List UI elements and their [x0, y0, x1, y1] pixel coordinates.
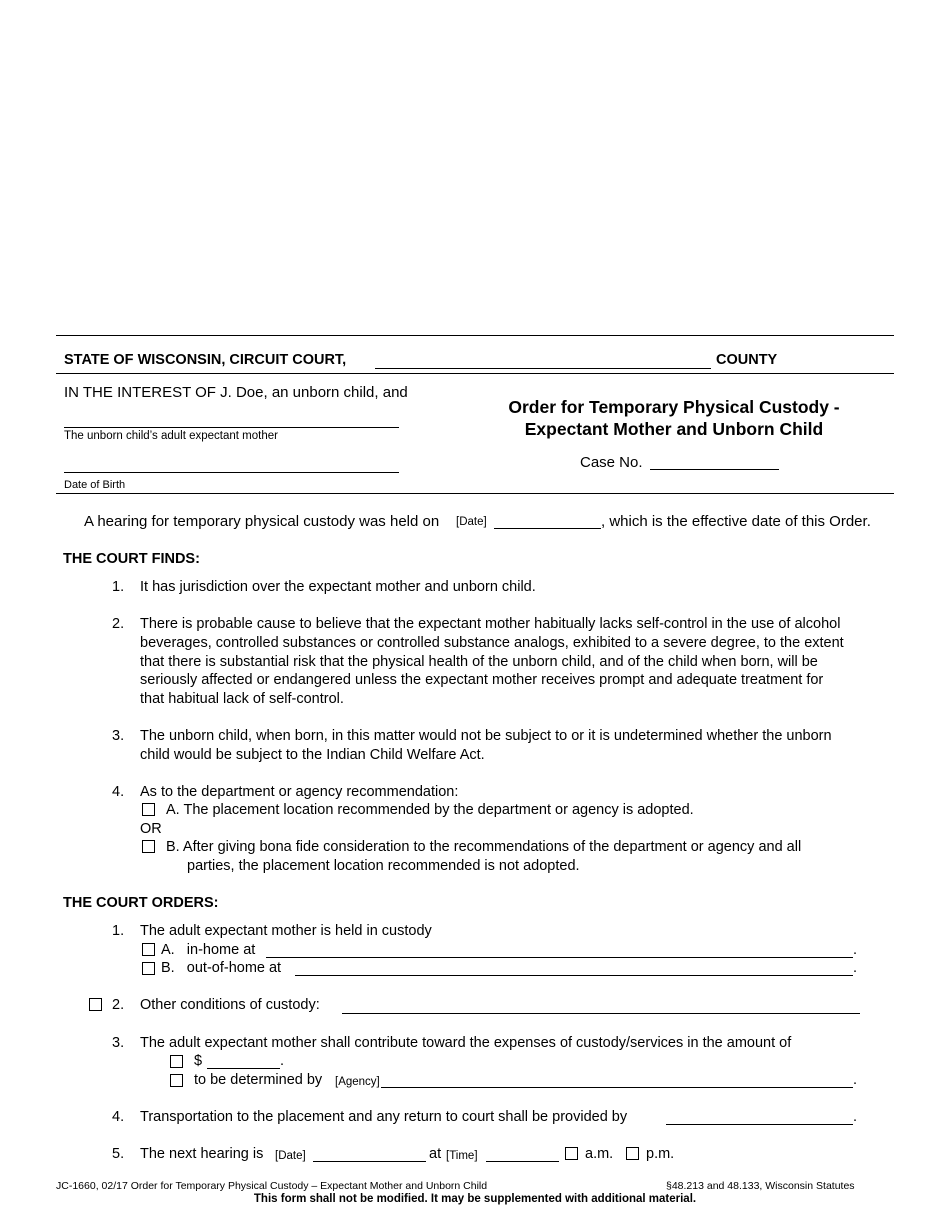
- interest-of-text: IN THE INTEREST OF J. Doe, an unborn child, and: [64, 384, 408, 401]
- order-5-date-hint: [Date]: [275, 1150, 306, 1162]
- order-4-period: .: [853, 1109, 858, 1125]
- order-3-text: The adult expectant mother shall contribute toward the expenses of custody/services in the amount of: [140, 1035, 792, 1051]
- finding-3-num: 3.: [112, 728, 125, 744]
- finding-4-or: OR: [140, 821, 162, 837]
- form-title-line2: Expectant Mother and Unborn Child: [524, 419, 824, 439]
- pm-label: p.m.: [646, 1146, 675, 1162]
- order-5-text: The next hearing is: [140, 1146, 264, 1162]
- am-label: a.m.: [585, 1146, 614, 1162]
- order-1a-checkbox[interactable]: [142, 943, 155, 956]
- order-4-text: Transportation to the placement and any return to court shall be provided by: [140, 1109, 628, 1125]
- next-hearing-time-field[interactable]: [486, 1161, 559, 1162]
- pm-checkbox[interactable]: [626, 1147, 639, 1160]
- orders-heading: THE COURT ORDERS:: [63, 895, 219, 911]
- order-3-num: 3.: [112, 1035, 125, 1051]
- order-1b-checkbox[interactable]: [142, 962, 155, 975]
- footer-notice: This form shall not be modified. It may be supplemented with additional material.: [253, 1193, 697, 1205]
- order-3-dollar: $: [194, 1053, 203, 1069]
- order-5-at: at: [429, 1146, 442, 1162]
- order-2-checkbox[interactable]: [89, 998, 102, 1011]
- finding-4a-text: A. The placement location recommended by the department or agency is adopted.: [166, 802, 694, 818]
- order-5-num: 5.: [112, 1146, 125, 1162]
- order-3-agency-hint: [Agency]: [335, 1076, 380, 1088]
- caption-rule: [56, 493, 894, 494]
- finding-4a-checkbox[interactable]: [142, 803, 155, 816]
- order-3-tbd-checkbox[interactable]: [170, 1074, 183, 1087]
- out-of-home-field[interactable]: [295, 975, 853, 976]
- finding-3-line2: child would be subject to the Indian Child Welfare Act.: [140, 747, 485, 763]
- hearing-date-hint: [Date]: [456, 516, 487, 528]
- order-1b-label: B. out-of-home at: [161, 960, 282, 976]
- order-1-text: The adult expectant mother is held in custody: [140, 923, 432, 939]
- footer-form-id: JC-1660, 02/17 Order for Temporary Physical Custody – Expectant Mother and Unborn Child: [56, 1180, 488, 1192]
- finding-1-text: It has jurisdiction over the expectant mother and unborn child.: [140, 579, 536, 595]
- finding-2-line5: that habitual lack of self-control.: [140, 691, 344, 707]
- order-5-time-hint: [Time]: [446, 1150, 478, 1162]
- finding-4b-line2: parties, the placement location recommended is not adopted.: [187, 858, 580, 874]
- footer-statutes: §48.213 and 48.133, Wisconsin Statutes: [666, 1180, 855, 1192]
- finding-2-line3: that there is substantial risk that the physical health of the unborn child, and of the child when born, will be: [140, 654, 818, 670]
- next-hearing-date-field[interactable]: [313, 1161, 426, 1162]
- finding-4-text: As to the department or agency recommendation:: [140, 784, 459, 800]
- dob-label: Date of Birth: [64, 479, 126, 491]
- order-3-tbd-period: .: [853, 1072, 858, 1088]
- hearing-date-field[interactable]: [494, 528, 601, 529]
- agency-field[interactable]: [381, 1087, 853, 1088]
- finding-4b-checkbox[interactable]: [142, 840, 155, 853]
- case-no-field[interactable]: [650, 469, 779, 470]
- hearing-prefix: A hearing for temporary physical custody was held on: [84, 513, 440, 530]
- county-field[interactable]: [375, 368, 711, 369]
- top-rule: [56, 335, 894, 336]
- order-1-num: 1.: [112, 923, 125, 939]
- finding-4-num: 4.: [112, 784, 125, 800]
- mother-label: The unborn child’s adult expectant mother: [64, 430, 278, 442]
- finding-2-num: 2.: [112, 616, 125, 632]
- order-1a-label: A. in-home at: [161, 942, 256, 958]
- order-2-text: Other conditions of custody:: [140, 997, 320, 1013]
- order-4-num: 4.: [112, 1109, 125, 1125]
- finding-2-line2: beverages, controlled substances or controlled substance analogs, exhibited to a severe degree, to the extent: [140, 635, 844, 651]
- am-checkbox[interactable]: [565, 1147, 578, 1160]
- order-1a-period: .: [853, 942, 858, 958]
- order-2-num: 2.: [112, 997, 125, 1013]
- order-3-amount-checkbox[interactable]: [170, 1055, 183, 1068]
- state-court-label: STATE OF WISCONSIN, CIRCUIT COURT,: [64, 352, 347, 368]
- findings-heading: THE COURT FINDS:: [63, 551, 200, 567]
- dob-field[interactable]: [64, 472, 399, 473]
- county-label: COUNTY: [716, 352, 778, 368]
- case-no-label: Case No.: [580, 454, 643, 471]
- order-3-amount-period: .: [280, 1053, 285, 1069]
- finding-4b-line1: B. After giving bona fide consideration to the recommendations of the department or agency and all: [166, 839, 802, 855]
- other-conditions-field[interactable]: [342, 1013, 860, 1014]
- transportation-field[interactable]: [666, 1124, 853, 1125]
- order-1b-period: .: [853, 960, 858, 976]
- order-3-tbd: to be determined by: [194, 1072, 323, 1088]
- in-home-field[interactable]: [266, 957, 853, 958]
- finding-1-num: 1.: [112, 579, 125, 595]
- finding-2-line1: There is probable cause to believe that the expectant mother habitually lacks self-control in the use of alcohol: [140, 616, 841, 632]
- finding-2-line4: seriously affected or endangered unless the expectant mother receives prompt and adequate treatment for: [140, 672, 824, 688]
- finding-3-line1: The unborn child, when born, in this matter would not be subject to or it is undetermined whether the unborn: [140, 728, 832, 744]
- hearing-suffix: , which is the effective date of this Order.: [601, 513, 871, 530]
- header-rule: [56, 373, 894, 374]
- form-title-line1: Order for Temporary Physical Custody -: [508, 397, 840, 417]
- mother-name-field[interactable]: [64, 427, 399, 428]
- amount-field[interactable]: [207, 1068, 280, 1069]
